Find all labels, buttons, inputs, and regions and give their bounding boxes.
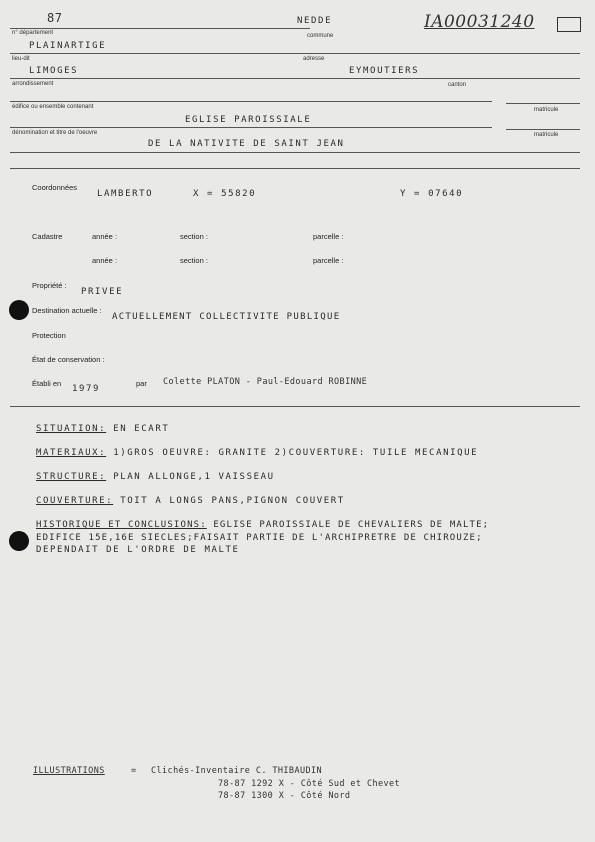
departement-label: n° département [12, 30, 54, 36]
arrondissement-label: arrondissement [12, 81, 54, 87]
cadastre-parcelle-2: parcelle : [313, 256, 344, 265]
materiaux-key: MATERIAUX: [36, 448, 107, 458]
rule [10, 53, 580, 54]
record-id: IA00031240 [424, 12, 535, 32]
coords-system: LAMBERTO [97, 189, 154, 199]
rule [10, 168, 580, 169]
etabli-year: 1979 [72, 384, 101, 394]
coords-x: X = 55820 [193, 189, 257, 199]
lieu-dit-value: PLAINARTIGE [29, 41, 107, 51]
couverture-value: TOIT A LONGS PANS,PIGNON COUVERT [120, 496, 345, 506]
rule [10, 78, 580, 79]
rule [10, 127, 492, 128]
destination-label: Destination actuelle : [32, 306, 102, 315]
cadastre-label: Cadastre [32, 232, 63, 241]
denomination-value: EGLISE PAROISSIALE [185, 115, 312, 125]
illustrations-label: ILLUSTRATIONS [33, 766, 105, 776]
adresse-label: adresse [303, 56, 325, 62]
situation-key: SITUATION: [36, 424, 107, 434]
historique-line-1 [36, 520, 489, 530]
coords-label: Coordonnées [32, 183, 78, 192]
historique-l3: DEPENDAIT DE L'ORDRE DE MALTE [36, 545, 240, 555]
canton-label: canton [448, 82, 467, 88]
protection-label: Protection [32, 331, 66, 340]
illustrations-eq: = [131, 766, 137, 776]
rule [506, 129, 580, 130]
structure-line [36, 472, 275, 482]
commune-value: NEDDE [297, 16, 333, 26]
matricule-label-1: matricule [534, 107, 559, 113]
titre-value: DE LA NATIVITE DE SAINT JEAN [148, 139, 345, 149]
cadastre-annee-2: année : [92, 256, 118, 265]
materiaux-line [36, 448, 478, 458]
propriete-value: PRIVEE [81, 287, 124, 297]
structure-key: STRUCTURE: [36, 472, 107, 482]
lieu-dit-label: lieu-dit [12, 56, 30, 62]
rule [10, 101, 492, 102]
rule [10, 28, 310, 29]
par-label: par [136, 379, 147, 388]
authors: Colette PLATON - Paul-Edouard ROBINNE [163, 377, 368, 387]
cadastre-parcelle-1: parcelle : [313, 232, 344, 241]
couverture-key: COUVERTURE: [36, 496, 114, 506]
illustrations-line-2: 78-87 1292 X - Côté Sud et Chevet [218, 779, 401, 789]
historique-l1: EGLISE PAROISSIALE DE CHEVALIERS DE MALTE; [213, 520, 490, 530]
departement-number: 87 [47, 11, 63, 25]
rule [10, 406, 580, 407]
situation-line [36, 424, 169, 434]
rule [10, 152, 580, 153]
destination-value: ACTUELLEMENT COLLECTIVITE PUBLIQUE [112, 312, 341, 322]
matricule-label-2: matricule [534, 132, 559, 138]
cadastre-section-1: section : [180, 232, 208, 241]
canton-value: EYMOUTIERS [349, 66, 420, 76]
propriete-label: Propriété : [32, 281, 67, 290]
commune-label: commune [307, 33, 334, 39]
arrondissement-value: LIMOGES [29, 66, 79, 76]
historique-key: HISTORIQUE ET CONCLUSIONS: [36, 520, 207, 530]
edifice-label: édifice ou ensemble contenant [12, 104, 94, 110]
denomination-label: dénomination et titre de l'oeuvre [12, 130, 98, 136]
punch-hole-icon [9, 300, 29, 320]
historique-l2: EDIFICE 15E,16E SIECLES;FAISAIT PARTIE DE L'ARCHIPRETRE DE CHIROUZE; [36, 533, 483, 543]
materiaux-value: 1)GROS OEUVRE: GRANITE 2)COUVERTURE: TUILE MECANIQUE [113, 448, 479, 458]
punch-hole-icon [9, 531, 29, 551]
structure-value: PLAN ALLONGE,1 VAISSEAU [113, 472, 275, 482]
illustrations-line-3: 78-87 1300 X - Côté Nord [218, 791, 351, 801]
couverture-line [36, 496, 345, 506]
rule [506, 103, 580, 104]
cadastre-section-2: section : [180, 256, 208, 265]
illustrations-line-1: Clichés-Inventaire C. THIBAUDIN [151, 766, 323, 776]
checkbox-square [557, 17, 581, 32]
etabli-label: Établi en [32, 379, 62, 388]
cadastre-annee-1: année : [92, 232, 118, 241]
etat-label: État de conservation : [32, 355, 105, 364]
coords-y: Y = 07640 [400, 189, 464, 199]
situation-value: EN ECART [113, 424, 170, 434]
